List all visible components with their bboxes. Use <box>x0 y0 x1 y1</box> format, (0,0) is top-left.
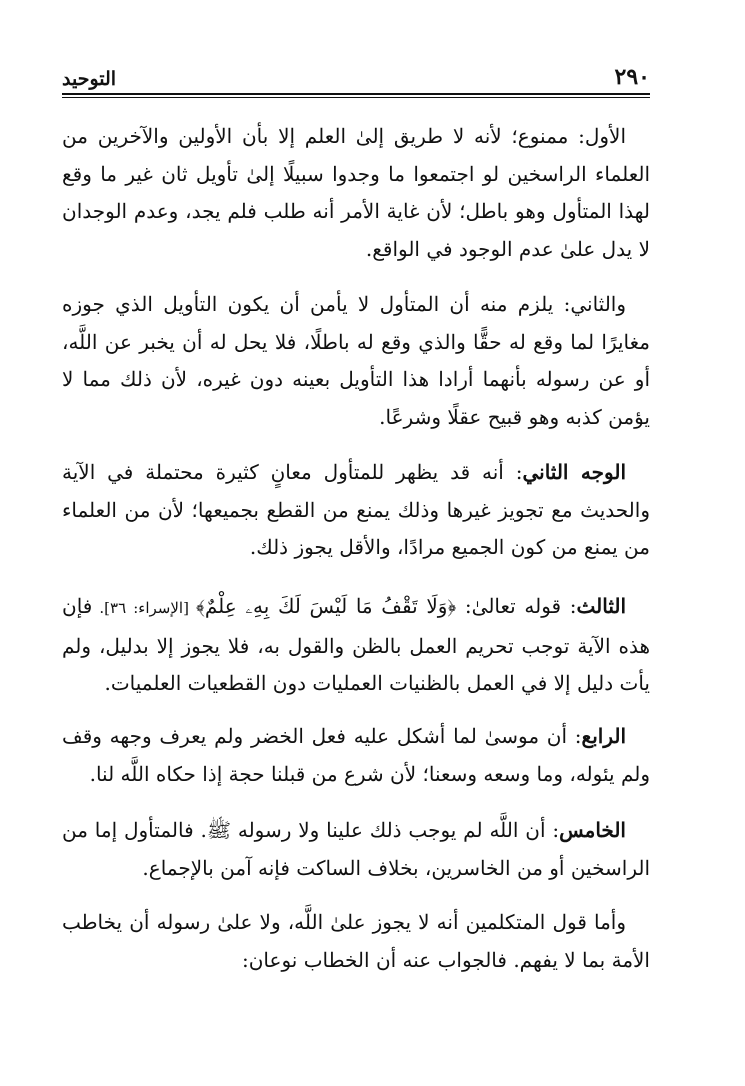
paragraph-fifth <box>62 812 650 904</box>
header-rule-thin <box>62 97 650 98</box>
chapter-title: التوحيد <box>62 68 117 90</box>
page-body <box>62 118 650 996</box>
page-number: ٢٩٠ <box>614 64 650 90</box>
paragraph-label: الوجه الثاني <box>522 460 626 484</box>
paragraph-text: وأما قول المتكلمين أنه لا يجوز علىٰ اللَّه، ولا علىٰ رسوله أن يخاطب الأمة بما لا يفهم. فالجواب عنه أن الخطاب نوعان: <box>62 910 650 972</box>
paragraph-label: الرابع <box>581 724 626 748</box>
paragraph-text: الأول: ممنوع؛ لأنه لا طريق إلىٰ العلم إلا بأن الأولين والآخرين من العلماء الراسخين لو اجتمعوا ما وجدوا سبيلًا إلىٰ تأويل ثان غير ما وقع لهذا المتأول وهو باطل؛ لأن غاية الأمر أنه طلب فلم يجد، وعدم الوجدان لا يدل علىٰ عدم الوجود في الواقع. <box>62 124 650 261</box>
paragraph-first-objection <box>62 118 650 286</box>
book-page <box>62 0 650 1086</box>
paragraph-text: : أنه قد يظهر للمتأول معانٍ كثيرة محتملة في الآية والحديث مع تجويز غيرها وذلك يمنع من القطع بجميعها؛ لأن من العلماء من يمنع من كون الجميع مرادًا، والأقل يجوز ذلك. <box>62 460 650 559</box>
paragraph-text: فإن هذه الآية توجب تحريم العمل بالظن والقول به، فلا يجوز إلا بدليل، ولم يأت دليل إلا في العمل بالظنيات العمليات دون القطعيات العلميات. <box>62 594 650 695</box>
paragraph-fourth <box>62 718 650 812</box>
paragraph-theologians <box>62 904 650 996</box>
paragraph-text: والثاني: يلزم منه أن المتأول لا يأمن أن يكون التأويل الذي جوزه مغايرًا لما وقع له حقًّا والذي وقع له باطلًا، فلا يحل له أن يخبر عن اللَّه، أو عن رسوله بأنهما أرادا هذا التأويل بعينه دون غيره، لأن ذلك مما لا يؤمن كذبه وهو قبيح عقلًا وشرعًا. <box>62 292 650 429</box>
paragraph-label: الخامس <box>559 818 626 842</box>
paragraph-second-aspect <box>62 454 650 588</box>
paragraph-text: : أن موسىٰ لما أشكل عليه فعل الخضر ولم يعرف وجهه وقف ولم يئوله، وما وسعه وسعنا؛ لأن شرع من قبلنا حجة إذا حكاه اللَّه لنا. <box>62 724 650 786</box>
paragraph-label: الثالث <box>576 594 627 618</box>
paragraph-text: : أن اللَّه لم يوجب ذلك علينا ولا رسوله ﷺ. فالمتأول إما من الراسخين أو من الخاسرين، بخلاف الساكت فإنه آمن بالإجماع. <box>62 818 650 880</box>
paragraph-second-objection <box>62 286 650 454</box>
quran-verse: ﴿وَلَا تَقْفُ مَا لَيْسَ لَكَ بِهِۦ عِلْمٌ﴾ <box>196 594 457 618</box>
paragraph-intro: : قوله تعالىٰ: <box>456 594 577 618</box>
paragraph-third <box>62 588 650 718</box>
verse-reference: [الإسراء: ٣٦]. <box>92 599 197 617</box>
running-header <box>62 60 650 90</box>
header-rule-thick <box>62 93 650 95</box>
